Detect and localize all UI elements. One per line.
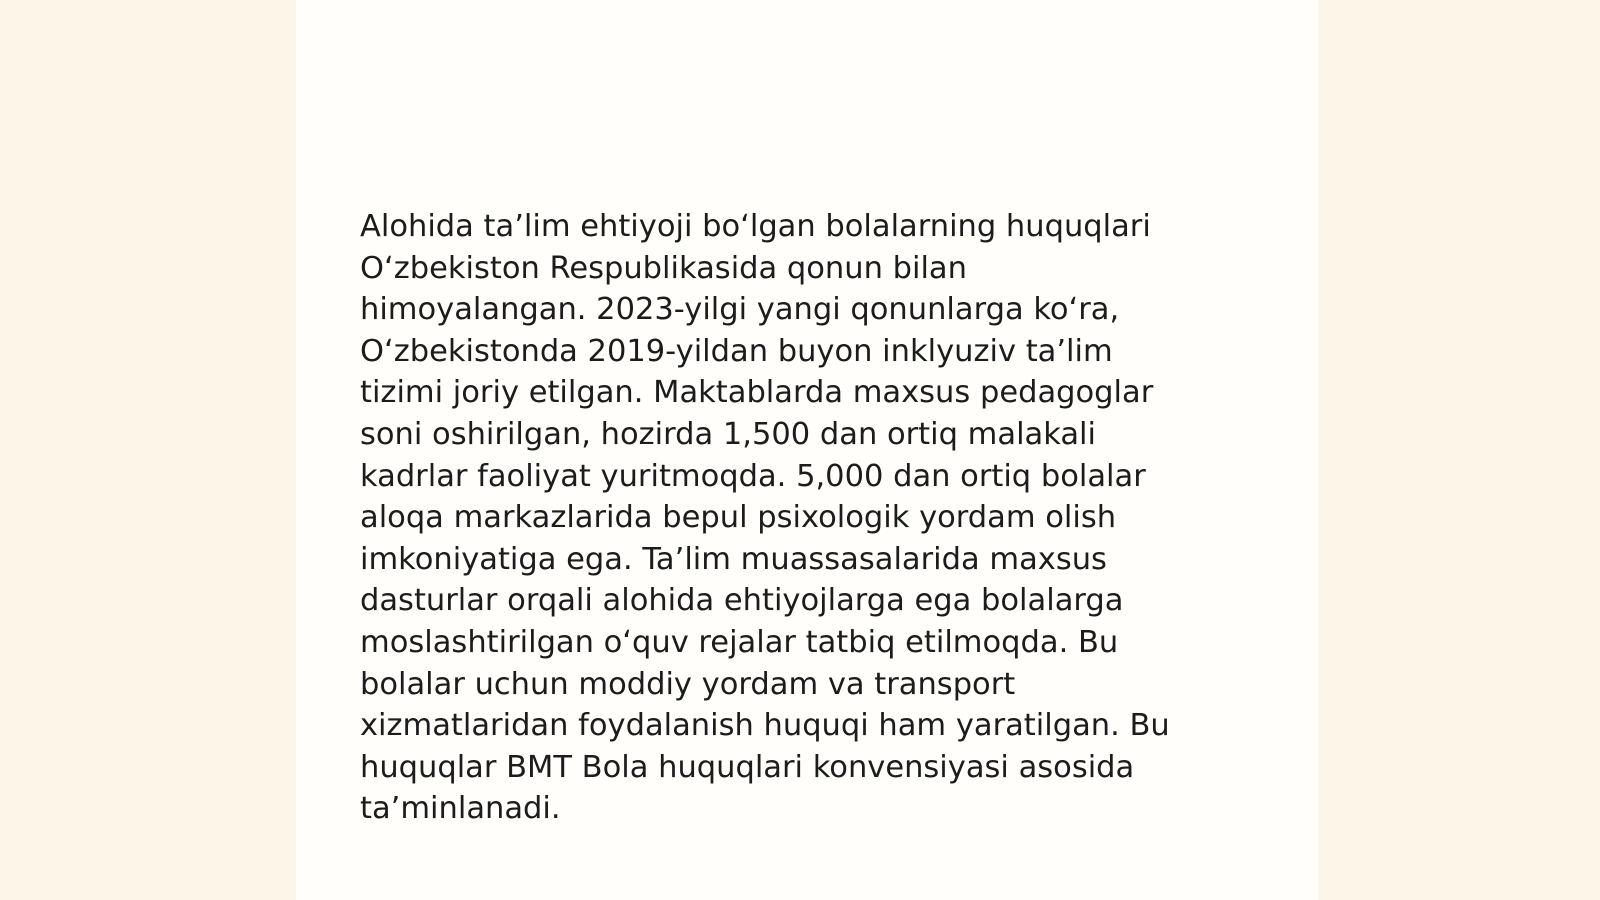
paragraph-line: bolalar uchun moddiy yordam va transport	[360, 666, 1016, 702]
paragraph-line: O‘zbekistonda 2019-yildan buyon inklyuziv ta’lim	[360, 333, 1113, 369]
paragraph-line: soni oshirilgan, hozirda 1,500 dan ortiq malakali	[360, 416, 1096, 452]
paragraph-line: tizimi joriy etilgan. Maktablarda maxsus pedagoglar	[360, 375, 1154, 411]
document-page	[296, 0, 1318, 900]
paragraph-line: Alohida ta’lim ehtiyoji bo‘lgan bolalarning huquqlari	[360, 209, 1151, 244]
paragraph-line: aloqa markazlarida bepul psixologik yordam olish	[360, 500, 1117, 536]
paragraph-line: huquqlar BMT Bola huquqlari konvensiyasi asosida	[360, 749, 1135, 785]
paragraph-line: kadrlar faoliyat yuritmoqda. 5,000 dan ortiq bolalar	[360, 458, 1146, 494]
article-paragraph	[360, 206, 1240, 830]
paragraph-line: himoyalangan. 2023-yilgi yangi qonunlarga ko‘ra,	[360, 292, 1120, 328]
paragraph-line: imkoniyatiga ega. Ta’lim muassasalarida maxsus	[360, 541, 1107, 577]
paragraph-line: moslashtirilgan o‘quv rejalar tatbiq etilmoqda. Bu	[360, 624, 1119, 660]
paragraph-line: ta’minlanadi.	[360, 791, 561, 827]
paragraph-line: xizmatlaridan foydalanish huquqi ham yaratilgan. Bu	[360, 708, 1170, 744]
paragraph-line: O‘zbekiston Respublikasida qonun bilan	[360, 250, 967, 286]
paragraph-line: dasturlar orqali alohida ehtiyojlarga ega bolalarga	[360, 583, 1124, 619]
